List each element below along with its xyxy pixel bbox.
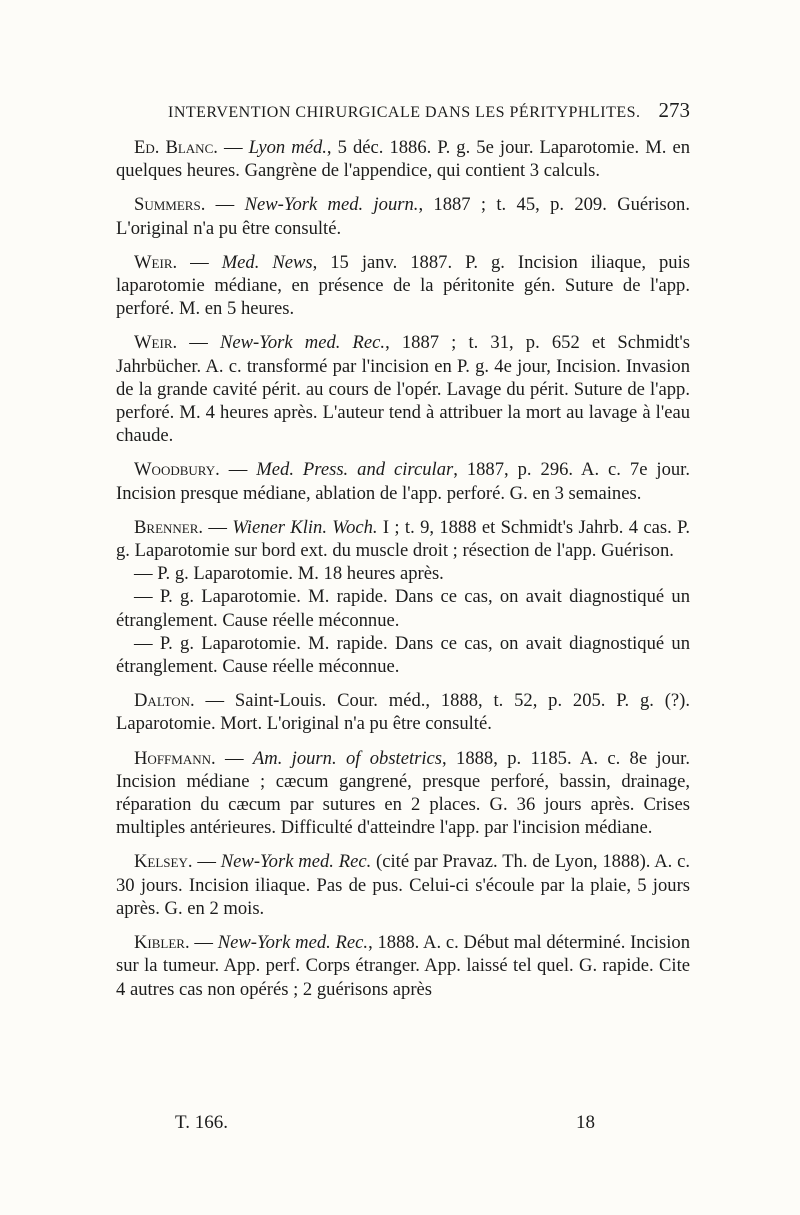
journal-title: New-York med. Rec. xyxy=(217,932,369,954)
running-title: INTERVENTION CHIRURGICALE DANS LES PÉRITYPHLITES. xyxy=(168,104,641,121)
entry-text: , 1888, p. 1185. A. c. 8e jour. Incision médiane ; cæcum gangrené, presque perforé, bassin, drainage, réparation du cæcum par sutures en 2 places. G. 36 jours après. Crises multiples antérieures. Difficulté d'atteindre l'app. par l'incision médiane. xyxy=(116,747,690,839)
page-footer xyxy=(175,1112,595,1134)
author-name: Summers. xyxy=(134,194,206,216)
journal-title: New-York med. journ. xyxy=(244,194,419,216)
bibliography-entry xyxy=(116,850,690,920)
case-continuation: — P. g. Laparotomie. M. 18 heures après. xyxy=(134,563,444,585)
separator: — xyxy=(219,459,257,481)
author-name: Hoffmann. xyxy=(134,747,216,769)
bibliography-entry xyxy=(116,747,690,840)
separator: — xyxy=(177,332,220,354)
separator: — xyxy=(215,747,253,769)
separator: — xyxy=(189,932,218,954)
journal-title: Am. journ. of obstetrics xyxy=(252,747,443,769)
journal-title: New-York med. Rec. xyxy=(220,851,372,873)
page-body xyxy=(116,136,690,1012)
author-name: Woodbury. xyxy=(134,459,220,481)
bibliography-entry xyxy=(116,689,690,735)
journal-title: Lyon méd. xyxy=(248,137,327,158)
journal-title: Wiener Klin. Woch. xyxy=(232,516,378,538)
author-name: Weir. xyxy=(134,332,178,354)
bibliography-entry xyxy=(116,136,690,182)
separator: — xyxy=(205,194,245,216)
author-name: Kibler. xyxy=(134,932,190,954)
author-name: Brenner. xyxy=(134,516,204,538)
bibliography-entry xyxy=(116,458,690,504)
separator: — xyxy=(217,137,249,158)
bibliography-entry xyxy=(116,331,690,447)
entry-text: , 1888. A. c. Début mal déterminé. Incision sur la tumeur. App. perf. Corps étranger. App. laissé tel quel. G. rapide. Cite 4 autres cas non opérés ; 2 guérisons après xyxy=(116,932,691,1000)
bibliography-entry xyxy=(116,193,690,239)
sheet-signature: 18 xyxy=(576,1112,595,1133)
journal-title: Med. News xyxy=(221,251,313,273)
volume-signature: T. 166. xyxy=(175,1112,228,1133)
separator: — xyxy=(192,851,221,873)
bibliography-entry xyxy=(116,516,690,562)
bibliography-entry xyxy=(116,251,690,321)
journal-title: Med. Press. and circular xyxy=(256,459,454,481)
author-name: Dalton. xyxy=(134,690,195,712)
page-number: 273 xyxy=(658,98,690,122)
entry-text: , 15 janv. 1887. P. g. Incision iliaque, puis laparotomie médiane, en présence de la péritonite gén. Suture de l'app. perforé. M. en 5 heures. xyxy=(116,251,690,320)
entry-text: I ; t. 9, 1888 et Schmidt's Jahrb. 4 cas. P. g. Laparotomie sur bord ext. du muscle droit ; résection de l'app. Guérison. xyxy=(116,516,691,562)
bibliography-entry xyxy=(116,931,690,1001)
separator: — xyxy=(194,690,235,712)
entry-text: , 1887 ; t. 31, p. 652 et Schmidt's Jahrbücher. A. c. transformé par l'incision en P. g. 4e jour, Incision. Invasion de la grande cavité périt. au cours de l'opér. Lavage du périt. Suture de l'app. perforé. M. 4 heures après. L'auteur tend à attribuer la mort au lavage à l'eau chaude. xyxy=(116,332,691,447)
author-name: Weir. xyxy=(134,251,178,273)
entry-text: (cité par Pravaz. Th. de Lyon, 1888). A. c. 30 jours. Incision iliaque. Pas de pus. Celui-ci s'écoule par la plaie, 5 jours après. G. en 2 mois. xyxy=(116,851,691,919)
journal-title: New-York med. Rec. xyxy=(220,332,386,354)
entry-text: , 1887, p. 296. A. c. 7e jour. Incision presque médiane, ablation de l'app. perforé. G. en 3 semaines. xyxy=(116,459,690,504)
separator: — xyxy=(203,516,233,538)
page-header xyxy=(168,98,690,123)
entry-text: Saint-Louis. Cour. méd., 1888, t. 52, p. 205. P. g. (?). Laparotomie. Mort. L'original n'a pu être consulté. xyxy=(116,690,690,735)
author-name: Kelsey. xyxy=(134,851,193,873)
case-continuation: — P. g. Laparotomie. M. rapide. Dans ce cas, on avait diagnostiqué un étranglement. Cause réelle méconnue. xyxy=(116,586,690,631)
separator: — xyxy=(177,251,222,273)
case-continuation: — P. g. Laparotomie. M. rapide. Dans ce cas, on avait diagnostiqué un étranglement. Cause réelle méconnue. xyxy=(116,632,690,678)
entry-text: , 1887 ; t. 45, p. 209. Guérison. L'original n'a pu être consulté. xyxy=(116,194,691,239)
author-name: Ed. Blanc. xyxy=(134,137,218,158)
entry-text: , 5 déc. 1886. P. g. 5e jour. Laparotomie. M. en quelques heures. Gangrène de l'appendice, qui contient 3 calculs. xyxy=(116,137,690,182)
